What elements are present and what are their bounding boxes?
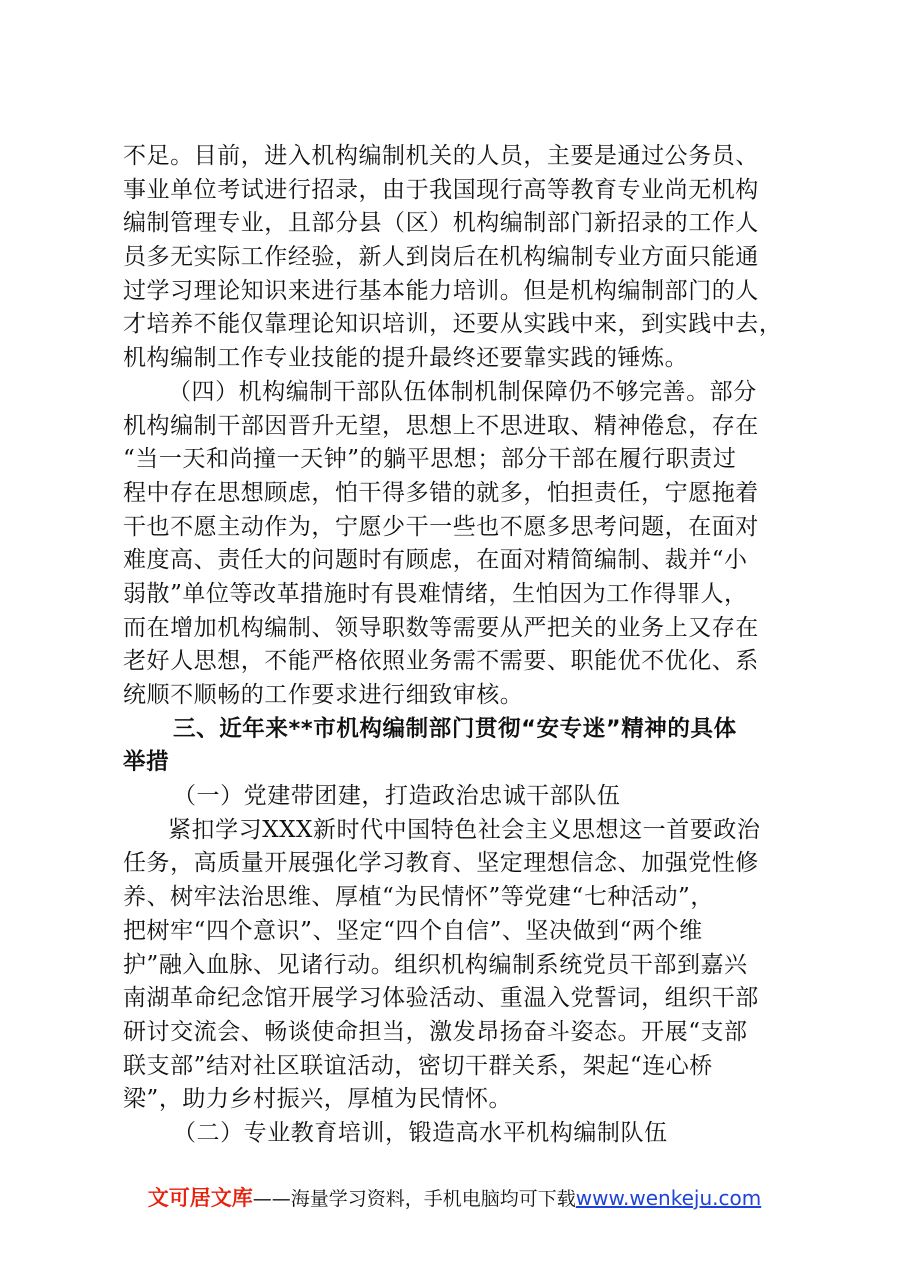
paragraph-line: 任务，高质量开展强化学习教育、坚定理想信念、加强党性修 (123, 850, 759, 877)
subsection-heading-two: （二）专业教育培训，锻造高水平机构编制队伍 (173, 1119, 668, 1146)
paragraph-line: 事业单位考试进行招录，由于我国现行高等教育专业尚无机构 (123, 176, 759, 203)
paragraph-line: 南湖革命纪念馆开展学习体验活动、重温入党誓词，组织干部 (123, 985, 759, 1012)
paragraph-line: 护”融入血脉、见诸行动。组织机构编制系统党员干部到嘉兴 (123, 951, 748, 978)
paragraph-line: 弱散”单位等改革措施时有畏难情绪，生怕因为工作得罪人， (123, 580, 748, 607)
paragraph-line: 机构编制工作专业技能的提升最终还要靠实践的锤炼。 (123, 345, 689, 372)
paragraph-line: 联支部”结对社区联谊活动，密切干群关系，架起“连心桥 (123, 1052, 713, 1079)
paragraph-line: 把树牢“四个意识”、坚定“四个自信”、坚决做到“两个维 (123, 917, 703, 944)
section-heading-three: 三、近年来**市机构编制部门贯彻“安专迷”精神的具体 (173, 715, 737, 742)
paragraph-line: 难度高、责任大的问题时有顾虑，在面对精简编制、裁并“小 (123, 547, 748, 574)
paragraph-line: 机构编制干部因晋升无望，思想上不思进取、精神倦怠，存在 (123, 412, 759, 439)
paragraph-line: 才培养不能仅靠理论知识培训，还要从实践中来，到实践中去， (123, 311, 783, 338)
footer-url-link[interactable]: www.wenkeju.com (575, 1186, 762, 1210)
paragraph-line: 统顺不顺畅的工作要求进行细致审核。 (123, 682, 524, 708)
subsection-heading-four: （四）机构编制干部队伍体制机制保障仍不够完善。部分 (168, 378, 757, 405)
paragraph-line: 过学习理论知识来进行基本能力培训。但是机构编制部门的人 (123, 277, 759, 304)
section-heading-three-continued: 举措 (123, 749, 170, 776)
paragraph-line: 不足。目前，进入机构编制机关的人员，主要是通过公务员、 (123, 143, 759, 169)
paragraph-line: “当一天和尚撞一天钟”的躺平思想；部分干部在履行职责过 (123, 446, 737, 473)
paragraph-line: 老好人思想，不能严格依照业务需不需要、职能优不优化、系 (123, 648, 759, 675)
paragraph-line: 紧扣学习XXX新时代中国特色社会主义思想这一首要政治 (168, 816, 761, 843)
paragraph-line: 干也不愿主动作为，宁愿少干一些也不愿多思考问题，在面对 (123, 513, 759, 540)
paragraph-line: 员多无实际工作经验，新人到岗后在机构编制专业方面只能通 (123, 244, 759, 271)
footer-tagline: ——海量学习资料，手机电脑均可下载 (252, 1188, 576, 1210)
paragraph-line: 而在增加机构编制、领导职数等需要从严把关的业务上又存在 (123, 614, 759, 641)
paragraph-line: 编制管理专业，且部分县（区）机构编制部门新招录的工作人 (123, 210, 759, 237)
paragraph-line: 研讨交流会、畅谈使命担当，激发昂扬奋斗姿态。开展“支部 (123, 1018, 748, 1045)
footer-brand: 文可居文库 (147, 1186, 253, 1210)
paragraph-line: 养、树牢法治思维、厚植“为民情怀”等党建“七种活动”， (123, 884, 714, 911)
subsection-heading-one: （一）党建带团建，打造政治忠诚干部队伍 (173, 783, 621, 810)
document-body (123, 140, 795, 1151)
footer-banner (0, 1182, 909, 1212)
paragraph-line: 梁”，助力乡村振兴，厚植为民情怀。 (123, 1086, 513, 1113)
paragraph-line: 程中存在思想顾虑，怕干得多错的就多，怕担责任，宁愿拖着 (123, 479, 759, 506)
